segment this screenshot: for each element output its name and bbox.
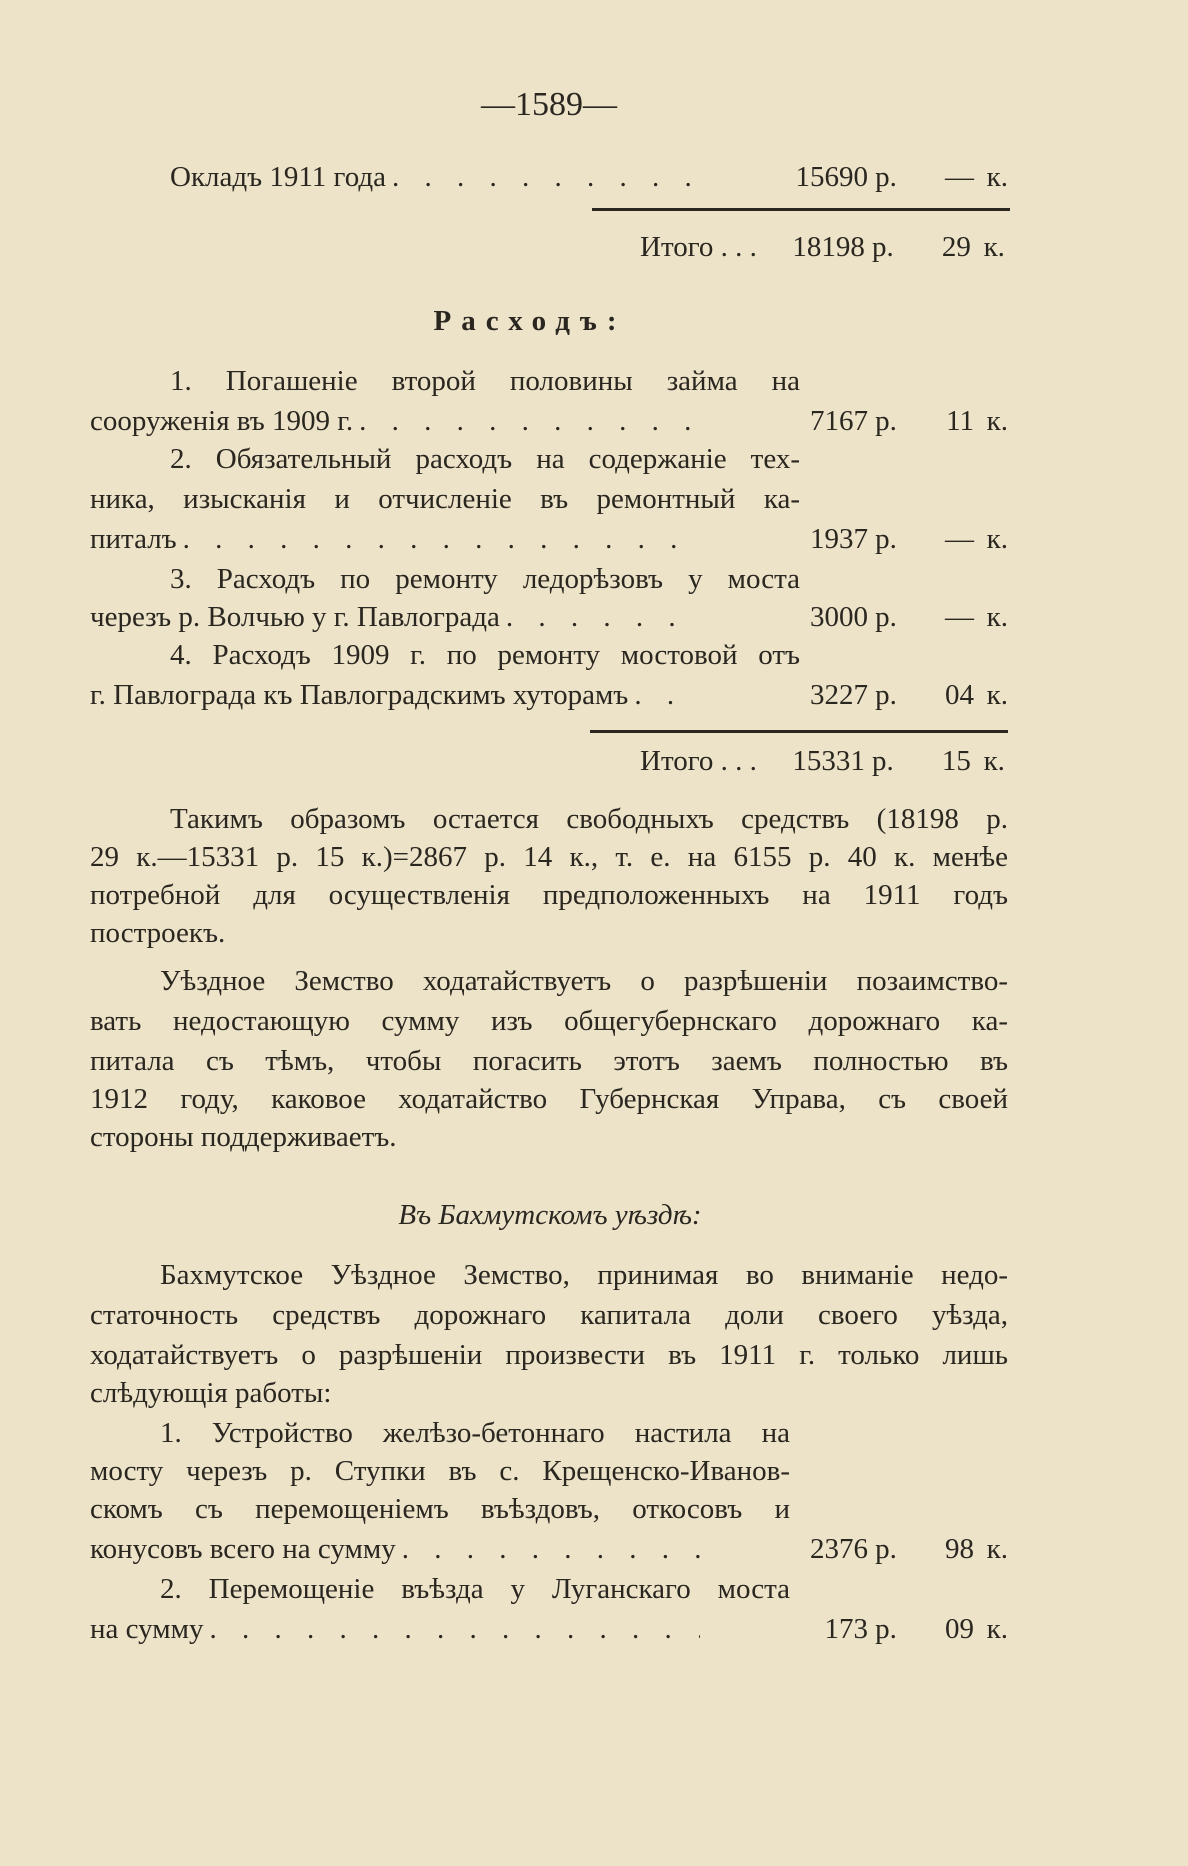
- paragraph-bakhmut-line: слѣдующія работы:: [90, 1377, 332, 1409]
- work-item-1-row: конусовъ всего на сумму . . . 2376 р. 98 к.: [90, 1530, 1008, 1568]
- expense-item-2-line1: 2. Обязательный расходъ на содержаніе тех-: [170, 443, 800, 475]
- paragraph-petition-line: питала съ тѣмъ, чтобы погасить этотъ заемъ полностью въ: [90, 1045, 1008, 1077]
- divider-rule: [592, 208, 1010, 211]
- divider-rule: [590, 730, 1008, 733]
- expense-item-1-line1: 1. Погашеніе второй половины займа на: [170, 365, 800, 397]
- paragraph-balance-line: Такимъ образомъ остается свободныхъ средствъ (18198 р.: [170, 803, 1008, 835]
- work-item-1-line1: 1. Устройство желѣзо-бетоннаго настила на: [160, 1417, 790, 1449]
- paragraph-bakhmut-line: статочность средствъ дорожнаго капитала доли своего уѣзда,: [90, 1299, 1008, 1331]
- oklad-label: Окладъ 1911 года: [170, 161, 387, 193]
- paragraph-bakhmut-line: ходатайствуетъ о разрѣшеніи произвести въ 1911 г. только лишь: [90, 1339, 1008, 1371]
- paragraph-balance-line: построекъ.: [90, 917, 226, 949]
- expense-item-4-line1: 4. Расходъ 1909 г. по ремонту мостовой отъ: [170, 639, 800, 671]
- paragraph-balance-line: потребной для осуществленія предположенныхъ на 1911 годъ: [90, 879, 1008, 911]
- paragraph-petition-line: Уѣздное Земство ходатайствуетъ о разрѣшеніи позаимство-: [160, 965, 1008, 997]
- work-item-2-line1: 2. Перемощеніе въѣзда у Луганскаго моста: [160, 1573, 790, 1605]
- expense-item-1-row: сооруженія въ 1909 г. . . . 7167 р. 11 к.: [90, 402, 1008, 440]
- oklad-row: Окладъ 1911 года . . . 15690 р. — к.: [170, 158, 1008, 196]
- paragraph-petition-line: 1912 году, каковое ходатайство Губернская Управа, съ своей: [90, 1083, 1008, 1115]
- expense-item-4-row: г. Павлограда къ Павлоградскимъ хуторамъ . . . 3227 р. 04 к.: [90, 676, 1008, 714]
- expense-item-2-row: питалъ . . . 1937 р. — к.: [90, 520, 1008, 558]
- section-heading-expenses: Расходъ:: [433, 305, 627, 337]
- work-item-1-line3: скомъ съ перемощеніемъ въѣздовъ, откосовъ и: [90, 1493, 790, 1525]
- itogo-expense-amount: 15331: [792, 745, 865, 777]
- paragraph-balance-line: 29 к.—15331 р. 15 к.)=2867 р. 14 к., т. е. на 6155 р. 40 к. менѣе: [90, 841, 1008, 873]
- page-number: —1589—: [481, 86, 617, 123]
- paragraph-petition-line: вать недостающую сумму изъ общегубернскаго дорожнаго ка-: [90, 1005, 1008, 1037]
- section-heading-bakhmut: Въ Бахмутскомъ уѣздѣ:: [398, 1199, 702, 1231]
- expense-item-2-line2: ника, изысканія и отчисленіе въ ремонтный ка-: [90, 483, 800, 515]
- expense-item-3-row: черезъ р. Волчью у г. Павлограда . . . 3000 р. — к.: [90, 598, 1008, 636]
- paragraph-bakhmut-line: Бахмутское Уѣздное Земство, принимая во вниманіе недо-: [160, 1259, 1008, 1291]
- work-item-1-line2: мосту черезъ р. Ступки въ с. Крещенско-Иванов-: [90, 1455, 790, 1487]
- itogo-income-row: Итого . . . 18198 р. 29 к.: [640, 228, 1008, 266]
- paragraph-petition-line: стороны поддерживаетъ.: [90, 1121, 397, 1153]
- oklad-amount: 15690: [795, 161, 868, 193]
- itogo-expense-row: Итого . . . 15331 р. 15 к.: [640, 742, 1008, 780]
- expense-item-3-line1: 3. Расходъ по ремонту ледорѣзовъ у моста: [170, 563, 800, 595]
- work-item-2-row: на сумму . . . 173 р. 09 к.: [90, 1610, 1008, 1648]
- itogo-income-amount: 18198: [792, 231, 865, 263]
